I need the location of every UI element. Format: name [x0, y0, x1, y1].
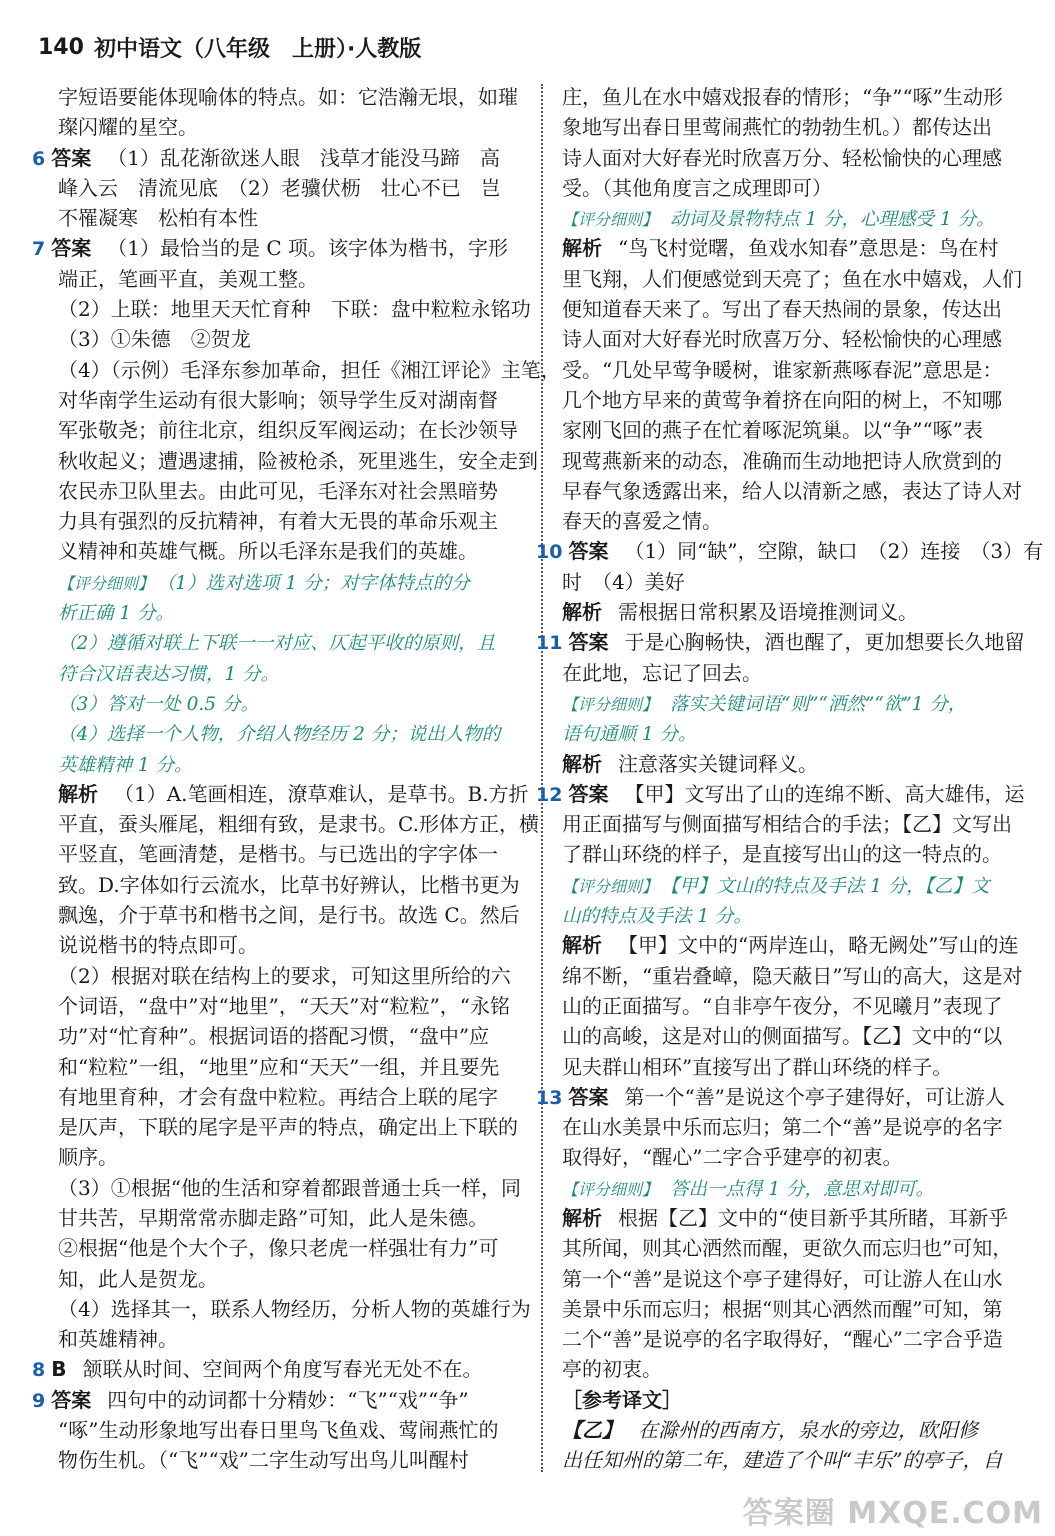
line-text: 第一个“善”是说这个亭子建得好，可让游人 — [624, 1084, 1005, 1109]
line-text: 析正确 1 分。 — [58, 603, 175, 625]
line-text: 对华南学生运动有很大影响；领导学生反对湖南督 — [58, 387, 498, 412]
line-text: （4）（示例）毛泽东参加革命，担任《湘江评论》主笔， — [58, 357, 561, 382]
line-text: 飘逸，介于草书和楷书之间，是行书。故选 C。然后 — [58, 903, 520, 928]
text-line — [562, 749, 1028, 779]
line-text: 峰入云 清流见底 （2）老骥伏枥 壮心不已 岂 — [58, 175, 501, 200]
line-text: 诗人面对大好春光时欣喜万分、轻松愉快的心理感 — [562, 327, 1002, 352]
line-text: 答出一点得 1 分，意思对即可。 — [670, 1178, 935, 1200]
line-text: 里飞翔，人们便感觉到天亮了；鱼在水中嬉戏，人们 — [562, 266, 1022, 291]
text-line — [562, 839, 1028, 869]
text-line — [58, 930, 524, 960]
line-text: 于是心胸畅快，酒也醒了，更加想要长久地留 — [624, 630, 1025, 655]
text-line — [562, 1233, 1028, 1263]
line-text: 功”对“忙育种”。根据词语的搭配习惯，“盘中”应 — [58, 1024, 490, 1049]
answer-label: 答案 — [568, 539, 609, 564]
text-line — [58, 415, 524, 445]
line-text: 符合汉语表达习惯，1 分。 — [58, 663, 280, 685]
line-text: 说说楷书的特点即可。 — [58, 933, 258, 958]
line-text: 顺序。 — [58, 1145, 118, 1170]
line-text: 其所闻，则其心洒然而醒，更欲久而忘归也”可知， — [562, 1236, 1013, 1261]
line-text: 山的高峻，这是对山的侧面描写。【乙】文中的“以 — [562, 1024, 1003, 1049]
line-text: （1）同“缺”，空隙，缺口 （2）连接 （3）有 — [624, 539, 1044, 564]
text-line — [58, 1233, 524, 1263]
scoring-label: 【评分细则】 — [562, 1179, 659, 1199]
line-text: 受。“几处早莺争暖树，谁家新燕啄春泥”意思是： — [562, 357, 1003, 382]
line-text: 个词语，“盘中”对“地里”，“天天”对“粒粒”，“永铭 — [58, 993, 511, 1018]
text-line — [562, 1324, 1028, 1354]
text-line — [58, 1021, 524, 1051]
answer-label: 解析 — [562, 600, 602, 625]
text-line — [562, 1264, 1028, 1294]
text-line — [562, 506, 1028, 536]
text-line — [58, 112, 524, 142]
line-text: 字短语要能体现喻体的特点。如：它浩瀚无垠，如璀 — [58, 85, 518, 109]
line-text: 农民赤卫队里去。由此可见，毛泽东对社会黑暗势 — [58, 478, 498, 503]
page-header — [38, 22, 421, 72]
book-title: 初中语文（八年级 上册）·人教版 — [93, 36, 422, 62]
line-text: “鸟飞村觉曙，鱼戏水知春”意思是：鸟在村 — [618, 236, 999, 261]
text-line — [58, 1142, 524, 1172]
text-line — [32, 143, 524, 173]
translation-line — [562, 1445, 1028, 1475]
scoring-rule-line — [562, 900, 1028, 930]
line-text: 和英雄精神。 — [58, 1327, 178, 1352]
line-text: 春天的喜爱之情。 — [562, 509, 722, 534]
answer-label: 答案 — [51, 236, 92, 261]
line-text: 军张敬尧；前往北京，组织反军阀运动；在长沙领导 — [58, 418, 518, 443]
line-text: 是仄声，下联的尾字是平声的特点，确定出上下联的 — [58, 1115, 518, 1140]
line-text: 颔联从时间、空间两个角度写春光无处不在。 — [82, 1357, 483, 1382]
line-text: 物伤生机。（“飞”“戏”二字生动写出鸟儿叫醒村 — [58, 1448, 469, 1473]
line-text: （3）①朱德 ②贺龙 — [58, 327, 251, 352]
text-line — [58, 506, 524, 536]
text-line — [562, 1142, 1028, 1172]
text-line — [562, 1021, 1028, 1051]
line-text: 不罹凝寒 松柏有本性 — [58, 206, 258, 231]
answer-label: 答案 — [51, 1387, 92, 1412]
scoring-rule-line — [58, 597, 524, 627]
scoring-rule-line — [58, 718, 524, 748]
line-text: 动词及景物特点 1 分，心理感受 1 分。 — [670, 209, 995, 231]
text-line — [562, 809, 1028, 839]
text-line — [562, 415, 1028, 445]
text-line — [562, 355, 1028, 385]
scoring-rule-line — [562, 688, 1028, 718]
text-line — [536, 1082, 1028, 1112]
line-text: （1）选对选项 1 分；对字体特点的分 — [166, 572, 470, 594]
line-text: 平竖直，笔画清楚，是楷书。与已选出的字字体一 — [58, 842, 498, 867]
scoring-rule-line — [58, 567, 524, 597]
scoring-rule-line — [58, 627, 524, 657]
scoring-label: 【评分细则】 — [58, 573, 155, 593]
line-text: 秋收起义；遭遇逮捕，险被枪杀，死里逃生，安全走到 — [58, 448, 538, 473]
text-line — [536, 627, 1028, 657]
line-text: 需根据日常积累及语境推测词义。 — [618, 600, 918, 625]
line-text: 便知道春天来了。写出了春天热闹的景象，传达出 — [562, 297, 1002, 322]
line-text: 四句中的动词都十分精妙：“飞”“戏”“争” — [107, 1387, 469, 1412]
line-text: 山的正面描写。“自非亭午夜分，不见曦月”表现了 — [562, 993, 1003, 1018]
question-number: 12 — [536, 783, 563, 806]
text-line — [562, 143, 1028, 173]
question-number: 9 — [32, 1389, 46, 1412]
line-text: 知，此人是贺龙。 — [58, 1266, 218, 1291]
text-line — [562, 1354, 1028, 1384]
line-text: 第一个“善”是说这个亭子建得好，可让游人在山水 — [562, 1266, 1003, 1291]
line-text: 山的特点及手法 1 分。 — [562, 906, 753, 928]
text-line — [58, 1203, 524, 1233]
line-text: 象地写出春日里莺闹燕忙的勃勃生机。）都传达出 — [562, 115, 992, 140]
line-text: 根据【乙】文中的“使目新乎其所睹，耳新乎 — [618, 1205, 1009, 1230]
line-text: 落实关键词语“则”“洒然”“欲”1 分， — [670, 693, 967, 715]
text-line — [58, 324, 524, 354]
line-text: 几个地方早来的黄莺争着挤在向阳的树上，不知哪 — [562, 387, 1002, 412]
line-text: 取得好，“醒心”二字合乎建亭的初衷。 — [562, 1145, 903, 1170]
line-text: 甘共苦，早期常常赤脚走路”可知，此人是朱德。 — [58, 1205, 489, 1230]
text-line — [58, 1324, 524, 1354]
scoring-label: 【评分细则】 — [562, 694, 659, 714]
line-text: 绵不断，“重岩叠嶂，隐天蔽日”写山的高大，这是对 — [562, 963, 1023, 988]
text-line — [58, 1264, 524, 1294]
text-line — [58, 294, 531, 324]
scoring-rule-line — [562, 203, 1028, 233]
text-line — [58, 203, 524, 233]
line-text: （4）选择其一，联系人物经历，分析人物的英雄行为 — [58, 1296, 531, 1321]
line-text: “啄”生动形象地写出春日里鸟飞鱼戏、莺闹燕忙的 — [58, 1418, 499, 1443]
text-line — [562, 446, 1028, 476]
watermark: 答案圈 MXQE.COM — [742, 1496, 1043, 1531]
answer-label: B — [51, 1357, 67, 1382]
line-text: 时 （4）美好 — [562, 569, 685, 594]
question-number: 8 — [32, 1359, 46, 1382]
question-number: 7 — [32, 238, 46, 261]
text-line — [58, 264, 524, 294]
answer-label: 【乙】 — [562, 1418, 622, 1443]
scoring-rule-line — [562, 1173, 1028, 1203]
line-text: （2）遵循对联上下联一一对应、仄起平收的原则，且 — [58, 633, 496, 655]
answer-label: 解析 — [58, 781, 98, 806]
text-line — [562, 173, 1028, 203]
line-text: 有地里育种，才会有盘中粒粒。再结合上联的尾字 — [58, 1084, 498, 1109]
answer-label: 答案 — [568, 1084, 609, 1109]
right-column — [536, 82, 1044, 1476]
answer-label: 答案 — [568, 630, 609, 655]
line-text: 【甲】文中的“两岸连山，略无阙处”写山的连 — [618, 933, 1019, 958]
text-line — [58, 870, 524, 900]
text-line — [58, 82, 524, 112]
line-text: 见夫群山相环”直接写出了群山环绕的样子。 — [562, 1054, 953, 1079]
line-text: 受。（其他角度言之成理即可） — [562, 175, 832, 200]
text-line — [32, 1385, 524, 1415]
text-line — [58, 900, 524, 930]
text-line — [562, 991, 1028, 1021]
answer-label: 解析 — [562, 751, 602, 776]
answer-label: 答案 — [568, 781, 609, 806]
line-text: 力具有强烈的反抗精神，有着大无畏的革命乐观主 — [58, 509, 498, 534]
line-text: 亭的初衷。 — [562, 1357, 662, 1382]
text-line — [562, 597, 1028, 627]
text-line — [562, 324, 1028, 354]
text-line — [562, 658, 1028, 688]
answer-label: 解析 — [562, 236, 602, 261]
line-text: 二个“善”是说亭的名字取得好，“醒心”二字合乎造 — [562, 1327, 1003, 1352]
text-line — [562, 1294, 1028, 1324]
line-text: 在山水美景中乐而忘归；第二个“善”是说亭的名字 — [562, 1115, 1003, 1140]
text-line — [58, 809, 539, 839]
text-line — [562, 82, 1028, 112]
line-text: （2）上联：地里天天忙育种 下联：盘中粒粒永铭功 — [58, 297, 531, 322]
text-line — [58, 961, 524, 991]
line-text: 语句通顺 1 分。 — [562, 724, 697, 746]
reference-translation-heading — [562, 1385, 1028, 1415]
line-text: （1）乱花渐欲迷人眼 浅草才能没马蹄 高 — [107, 145, 500, 170]
line-text: 了群山环绕的样子，是直接写出山的这一特点的。 — [562, 842, 1002, 867]
text-line — [562, 567, 1028, 597]
scoring-label: 【评分细则】 — [562, 876, 659, 896]
line-text: ［参考译文］ — [562, 1387, 682, 1412]
line-text: 平直，蚕头雁尾，粗细有致，是隶书。C.形体方正，横 — [58, 812, 539, 837]
line-text: 【甲】文山的特点及手法 1 分，【乙】文 — [670, 875, 990, 897]
text-line — [562, 1203, 1028, 1233]
line-text: 端正，笔画平直，美观工整。 — [58, 266, 318, 291]
text-line — [58, 1445, 524, 1475]
text-line — [562, 233, 1028, 263]
line-text: （4）选择一个人物，介绍人物经历 2 分；说出人物的 — [58, 724, 501, 746]
scoring-rule-line — [58, 749, 524, 779]
line-text: （3）①根据“他的生活和穿着都跟普通士兵一样，同 — [58, 1175, 521, 1200]
text-line — [536, 779, 1028, 809]
line-text: 诗人面对大好春光时欣喜万分、轻松愉快的心理感 — [562, 145, 1002, 170]
page-number: 140 — [38, 34, 84, 60]
scoring-rule-line — [562, 870, 1028, 900]
line-text: 在此地，忘记了回去。 — [562, 660, 762, 685]
line-text: （3）答对一处 0.5 分。 — [58, 693, 259, 715]
text-line — [562, 1052, 1028, 1082]
text-line — [32, 233, 524, 263]
line-text: 庄，鱼儿在水中嬉戏报春的情形；“争”“啄”生动形 — [562, 85, 1003, 109]
line-text: 和“粒粒”一组，“地里”应和“天天”一组，并且要先 — [58, 1054, 500, 1079]
text-line — [562, 476, 1028, 506]
text-line — [536, 536, 1044, 566]
line-text: 用正面描写与侧面描写相结合的手法；【乙】文写出 — [562, 812, 1012, 837]
line-text: 早春气象透露出来，给人以清新之感，表达了诗人对 — [562, 478, 1022, 503]
line-text: 璨闪耀的星空。 — [58, 115, 198, 140]
text-line — [58, 385, 524, 415]
line-text: 美景中乐而忘归；根据“则其心洒然而醒”可知，第 — [562, 1296, 1003, 1321]
line-text: （2）根据对联在结构上的要求，可知这里所给的六 — [58, 963, 511, 988]
text-line — [58, 476, 524, 506]
text-line — [58, 355, 561, 385]
text-line — [58, 839, 524, 869]
text-line — [58, 779, 529, 809]
question-number: 10 — [536, 541, 563, 564]
text-line — [58, 1112, 524, 1142]
text-line — [562, 264, 1028, 294]
text-line — [562, 112, 1028, 142]
text-line — [58, 1294, 531, 1324]
text-line — [58, 991, 524, 1021]
scoring-rule-line — [58, 658, 524, 688]
text-line — [562, 294, 1028, 324]
question-number: 6 — [32, 147, 46, 170]
answer-label: 解析 — [562, 1205, 602, 1230]
translation-line — [562, 1415, 1028, 1445]
line-text: 英雄精神 1 分。 — [58, 754, 193, 776]
text-line — [32, 1354, 524, 1384]
answer-label: 答案 — [51, 145, 92, 170]
text-line — [562, 385, 1028, 415]
text-line — [58, 536, 524, 566]
scoring-rule-line — [562, 718, 1028, 748]
line-text: 致。D.字体如行云流水，比草书好辨认，比楷书更为 — [58, 872, 520, 897]
line-text: ②根据“他是个大个子，像只老虎一样强壮有力”可 — [58, 1236, 499, 1261]
text-line — [58, 1082, 524, 1112]
text-line — [58, 1173, 524, 1203]
line-text: 义精神和英雄气概。所以毛泽东是我们的英雄。 — [58, 539, 478, 564]
text-line — [562, 961, 1028, 991]
question-number: 13 — [536, 1086, 563, 1109]
line-text: 在滁州的西南方，泉水的旁边，欧阳修 — [638, 1418, 978, 1443]
line-text: 注意落实关键词释义。 — [618, 751, 818, 776]
line-text: 现莺燕新来的动态，准确而生动地把诗人欣赏到的 — [562, 448, 1002, 473]
text-line — [58, 1415, 524, 1445]
scoring-label: 【评分细则】 — [562, 210, 659, 230]
line-text: （1）A.笔画相连，潦草难认，是草书。B.方折 — [114, 781, 529, 806]
text-line — [58, 173, 524, 203]
answer-label: 解析 — [562, 933, 602, 958]
question-number: 11 — [536, 632, 563, 655]
text-line — [562, 930, 1028, 960]
line-text: 【甲】文写出了山的连绵不断、高大雄伟，运 — [624, 781, 1025, 806]
line-text: 家刚飞回的燕子在忙着啄泥筑巢。以“争”“啄”表 — [562, 418, 983, 443]
text-line — [58, 1052, 524, 1082]
text-line — [58, 446, 538, 476]
scoring-rule-line — [58, 688, 524, 718]
line-text: （1）最恰当的是 C 项。该字体为楷书，字形 — [107, 236, 508, 261]
line-text: 出任知州的第二年，建造了个叫“丰乐”的亭子，自 — [562, 1448, 1003, 1473]
text-line — [562, 1112, 1028, 1142]
